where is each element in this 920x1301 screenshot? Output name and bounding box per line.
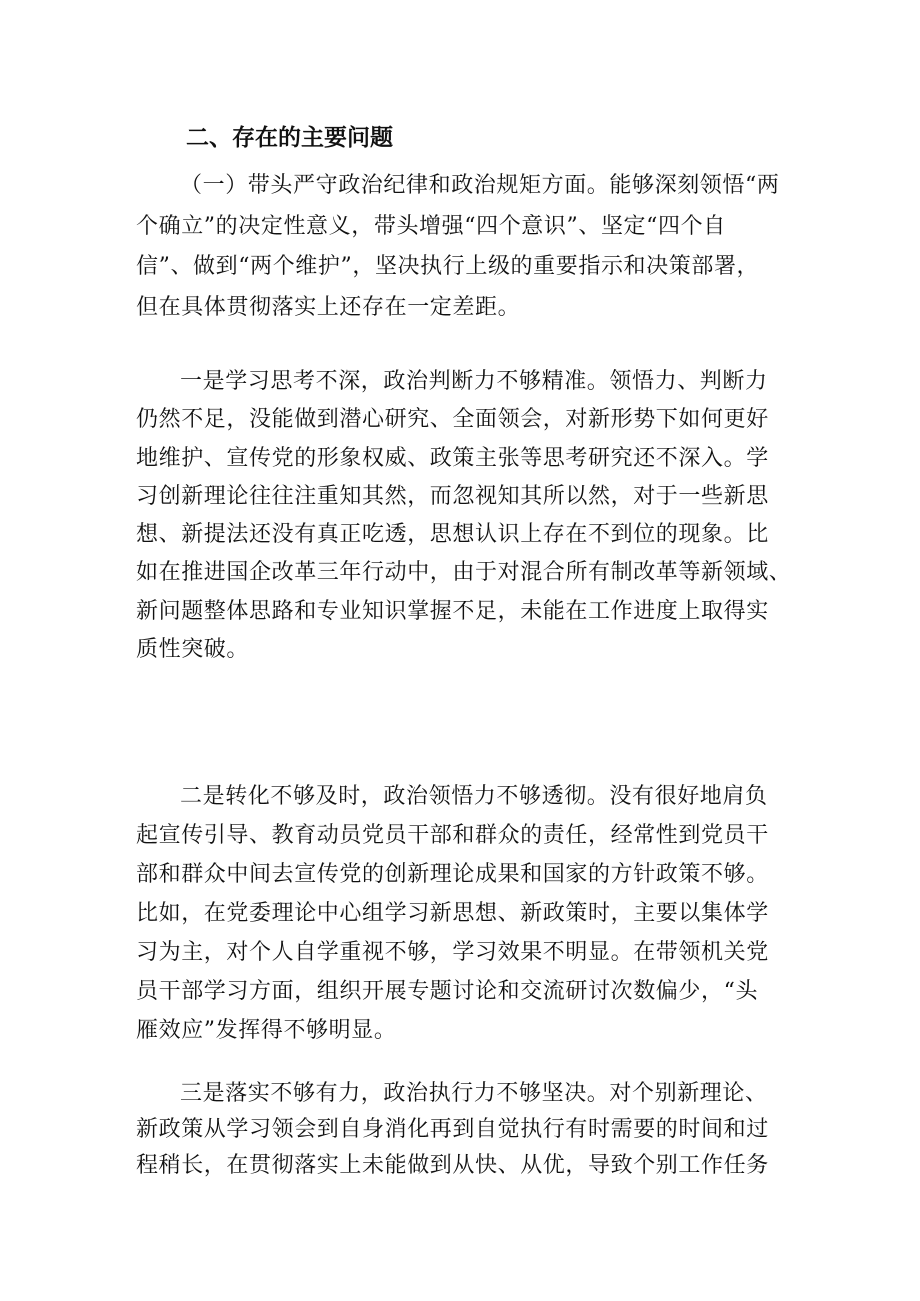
paragraph-line: 仍然不足，没能做到潜心研究、全面领会，对新形势下如何更好 (136, 407, 769, 433)
paragraph-line: 地维护、宣传党的形象权威、政策主张等思考研究还不深入。学 (136, 445, 769, 471)
paragraph-point-three (136, 1076, 796, 1184)
paragraph-line: 二是转化不够及时，政治领悟力不够透彻。没有很好地肩负 (180, 784, 768, 809)
paragraph-line: 信”、做到“两个维护”，坚决执行上级的重要指示和决策部署， (136, 254, 760, 279)
paragraph-point-one (136, 363, 796, 669)
paragraph-line: 习为主，对个人自学重视不够，学习效果不明显。在带领机关党 (136, 940, 769, 965)
paragraph-line: 但在具体贯彻落实上还存在一定差距。 (136, 294, 521, 320)
paragraph-line: 部和群众中间去宣传党的创新理论成果和国家的方针政策不够。 (136, 862, 769, 887)
paragraph-line: 质性突破。 (136, 637, 250, 663)
paragraph-line: 习创新理论往往注重知其然，而忽视知其所以然，对于一些新思 (136, 483, 769, 509)
paragraph-line: 雁效应”发挥得不够明显。 (136, 1018, 397, 1043)
paragraph-line: 程稍长，在贯彻落实上未能做到从快、从优，导致个别工作任务 (136, 1153, 769, 1178)
paragraph-line: 个确立”的决定性意义，带头增强“四个意识”、坚定“四个自 (136, 213, 726, 239)
paragraph-line: 如在推进国企改革三年行动中，由于对混合所有制改革等新领域、 (136, 560, 792, 586)
paragraph-line: 想、新提法还没有真正吃透，思想认识上存在不到位的现象。比 (136, 522, 769, 548)
paragraph-line: 一是学习思考不深，政治判断力不够精准。领悟力、判断力 (180, 369, 768, 394)
paragraph-line: 新政策从学习领会到自身消化再到自觉执行有时需要的时间和过 (136, 1117, 769, 1142)
paragraph-discipline (136, 166, 796, 328)
paragraph-line: 员干部学习方面，组织开展专题讨论和交流研讨次数偏少，“头 (136, 979, 759, 1004)
paragraph-point-two (136, 777, 796, 1050)
paragraph-line: 新问题整体思路和专业知识掌握不足，未能在工作进度上取得实 (136, 598, 769, 624)
paragraph-line: 三是落实不够有力，政治执行力不够坚决。对个别新理论、 (180, 1081, 768, 1106)
paragraph-line: 比如，在党委理论中心组学习新思想、新政策时，主要以集体学 (136, 901, 769, 926)
paragraph-line: 起宣传引导、教育动员党员干部和群众的责任，经常性到党员干 (136, 823, 769, 848)
section-heading: 二、存在的主要问题 (186, 125, 393, 151)
paragraph-line: （一）带头严守政治纪律和政治规矩方面。能够深刻领悟“两 (180, 173, 780, 198)
